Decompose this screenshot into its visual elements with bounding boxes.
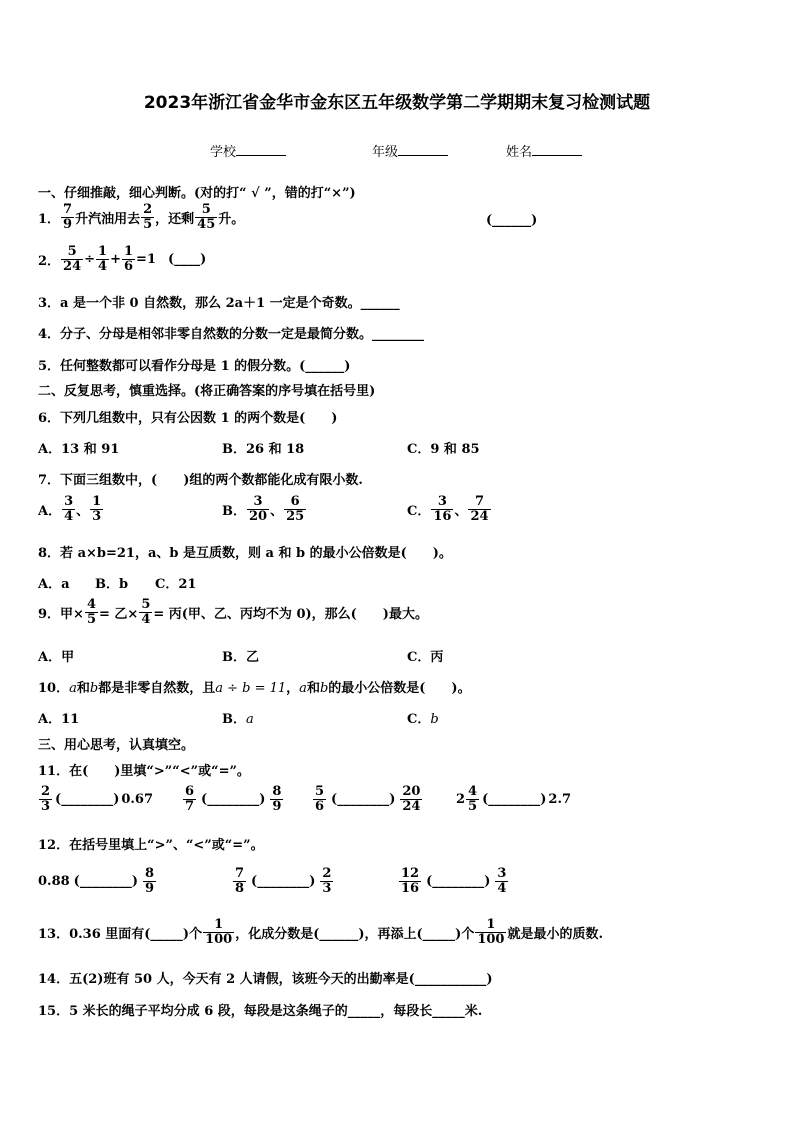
fill-in-line[interactable] (236, 143, 286, 156)
q2-op2: + (110, 252, 121, 268)
q10-text6: 的最小公倍数是( )。 (328, 681, 471, 696)
q7-a-label: A． (38, 504, 62, 520)
q10-var-a: a (69, 681, 77, 696)
denominator: 20 (249, 509, 268, 525)
fill-in-line[interactable] (532, 143, 582, 156)
numerator: 1 (124, 244, 134, 259)
q12-i3-frac (399, 867, 421, 897)
q11-item4 (456, 785, 571, 815)
q8-option-a[interactable]: A．a (38, 577, 70, 592)
q7-option-b[interactable] (222, 495, 307, 525)
q2-op1: ÷ (84, 252, 96, 268)
name-field[interactable] (506, 141, 582, 160)
denominator: 100 (477, 932, 505, 948)
question-13 (38, 918, 603, 948)
denominator: 9 (272, 799, 282, 815)
denominator: 3 (92, 509, 102, 525)
numerator: 8 (144, 866, 155, 881)
q7-c-frac2 (468, 495, 490, 525)
q11-i3-frac (313, 785, 326, 815)
question-6: 6．下列几组数中，只有公因数 1 的两个数是( ) (38, 411, 338, 426)
q10-b-var: a (246, 712, 254, 727)
numerator: 3 (497, 866, 507, 881)
denominator: 9 (63, 217, 73, 233)
q2-answer-blank[interactable]: (____) (168, 252, 207, 268)
numerator: 3 (64, 494, 74, 509)
q10-var-b2: b (319, 681, 329, 696)
denominator: 24 (63, 259, 82, 275)
q9-frac2 (139, 598, 152, 628)
q12-item3 (398, 867, 509, 897)
q9-option-a[interactable]: A．甲 (38, 650, 75, 665)
denominator: 3 (41, 799, 51, 815)
q1-frac3 (195, 203, 217, 233)
q7-c-frac1 (431, 495, 453, 525)
denominator: 5 (86, 612, 96, 628)
q13-frac1 (203, 918, 234, 948)
numerator: 2 (143, 202, 153, 217)
denominator: 24 (402, 799, 421, 815)
numerator: 5 (141, 597, 151, 612)
q7-b-frac1 (247, 495, 269, 525)
denominator: 6 (315, 799, 325, 815)
denominator: 100 (205, 932, 233, 948)
q9-text2: = 乙× (99, 607, 139, 623)
denominator: 24 (470, 509, 489, 525)
question-2 (38, 245, 206, 275)
question-9 (38, 598, 428, 628)
q6-option-c[interactable]: C．9 和 85 (407, 442, 480, 457)
q1-text1: 升汽油用去 (75, 212, 141, 228)
q10-option-c[interactable] (407, 708, 439, 727)
numerator: 5 (61, 245, 83, 260)
q10-var-b: b (89, 681, 99, 696)
grade-label: 年级 (372, 145, 399, 160)
denominator: 45 (197, 217, 216, 233)
q7-b-sep: 、 (270, 504, 284, 520)
q11-i2-blank[interactable]: (________) (201, 792, 266, 808)
q12-i2-frac (233, 867, 246, 897)
q9-option-b[interactable]: B．乙 (222, 650, 259, 665)
question-8: 8．若 a×b=21，a、b 是互质数，则 a 和 b 的最小公倍数是( )。 (38, 546, 452, 561)
section2-heading: 二、反复思考，慎重选择。(将正确答案的序号填在括号里) (38, 384, 376, 399)
q12-i1-left: 0.88 (38, 874, 70, 890)
q7-c-label: C． (407, 504, 431, 520)
q10-text1: 10． (38, 681, 70, 696)
q11-i4-right: 2.7 (548, 792, 572, 808)
q1-frac1 (61, 203, 74, 233)
denominator: 4 (98, 259, 108, 275)
q12-i3-blank[interactable]: (________) (426, 874, 491, 890)
q10-text5: 和 (306, 681, 320, 696)
q2-frac2 (96, 245, 109, 275)
denominator: 4 (64, 509, 74, 525)
numerator: 1 (203, 918, 234, 933)
q7-b-frac2 (284, 495, 306, 525)
q11-i1-blank[interactable]: (________) (55, 792, 120, 808)
q6-option-a[interactable]: A．13 和 91 (38, 442, 120, 457)
denominator: 9 (144, 881, 155, 897)
question-5: 5．任何整数都可以看作分母是 1 的假分数。(______) (38, 359, 351, 374)
numerator: 6 (284, 495, 306, 510)
q11-i2-right (270, 785, 283, 815)
q11-item1 (38, 785, 153, 815)
q13-text2: ，化成分数是(______)，再添上(_____)个 (235, 927, 475, 943)
q11-i3-right (400, 785, 422, 815)
q11-i3-blank[interactable]: (________) (331, 792, 396, 808)
q11-i1-right: 0.67 (121, 792, 154, 808)
q11-item3 (312, 785, 423, 815)
q2-number: 2． (38, 254, 61, 270)
numerator: 7 (468, 495, 490, 510)
numerator: 2 (41, 784, 51, 799)
page-title: 2023年浙江省金华市金东区五年级数学第二学期期末复习检测试题 (143, 93, 651, 113)
q12-i1-blank[interactable]: (________) (73, 874, 138, 890)
numerator: 4 (86, 597, 96, 612)
numerator: 1 (475, 918, 506, 933)
q7-c-sep: 、 (454, 504, 468, 520)
q11-item2 (182, 785, 284, 815)
q1-frac2 (141, 203, 154, 233)
q2-frac3 (122, 245, 135, 275)
numerator: 5 (315, 784, 325, 799)
q9-frac1 (85, 598, 98, 628)
school-label: 学校 (210, 145, 237, 160)
q1-answer-blank[interactable]: (______) (486, 213, 538, 228)
numerator: 3 (247, 495, 269, 510)
q9-option-c[interactable]: C．丙 (407, 650, 444, 665)
question-11: 11．在( )里填“>”“<”或“=”。 (38, 764, 250, 779)
q13-text1: 13．0.36 里面有(_____)个 (38, 927, 203, 943)
q10-text2: 和 (76, 681, 90, 696)
grade-field[interactable] (372, 141, 448, 160)
numerator: 7 (235, 866, 245, 881)
denominator: 5 (143, 217, 153, 233)
denominator: 6 (124, 259, 134, 275)
q6-option-b[interactable]: B．26 和 18 (222, 442, 305, 457)
q11-i1-frac (39, 785, 52, 815)
q12-i3-right (495, 867, 508, 897)
denominator: 3 (322, 881, 332, 897)
q1-number: 1． (38, 212, 61, 228)
q12-i2-right (320, 867, 333, 897)
numerator: 20 (402, 784, 421, 799)
numerator: 6 (185, 784, 195, 799)
denominator: 16 (401, 881, 420, 897)
numerator: 4 (468, 784, 478, 799)
q11-i4-frac (466, 785, 479, 815)
q10-option-a[interactable]: A．11 (38, 712, 80, 727)
q8-option-b[interactable]: B．b (95, 577, 129, 592)
q10-expression: a ÷ b = 11 (215, 681, 287, 696)
q12-item2 (232, 867, 334, 897)
q10-text4: ， (286, 681, 300, 696)
section1-heading: 一、仔细推敲，细心判断。(对的打“ √ ”，错的打“×”) (38, 186, 356, 201)
numerator: 12 (401, 866, 420, 881)
question-14: 14．五(2)班有 50 人，今天有 2 人请假，该班今天的出勤率是(___________) (38, 972, 493, 987)
q10-c-label: C． (407, 712, 431, 727)
question-4: 4．分子、分母是相邻非零自然数的分数一定是最简分数。________ (38, 327, 425, 342)
denominator: 25 (286, 509, 305, 525)
question-3: 3．a 是一个非 0 自然数，那么 2a＋1 一定是个奇数。______ (38, 296, 400, 311)
q9-text3: = 丙(甲、乙、丙均不为 0)，那么( )最大。 (153, 607, 428, 623)
question-7: 7．下面三组数中，( )组的两个数都能化成有限小数. (38, 473, 363, 488)
denominator: 16 (433, 509, 452, 525)
q2-eq: =1 (136, 252, 156, 268)
numerator: 2 (322, 866, 332, 881)
q10-var-a2: a (299, 681, 307, 696)
question-1 (38, 203, 244, 233)
denominator: 5 (468, 799, 478, 815)
q1-text2: ，还剩 (155, 212, 195, 228)
denominator: 8 (235, 881, 245, 897)
school-field[interactable] (210, 141, 286, 160)
q1-text3: 升。 (218, 212, 245, 228)
q10-text3: 都是非零自然数，且 (98, 681, 216, 696)
q11-i4-whole: 2 (456, 792, 466, 808)
denominator: 4 (141, 612, 151, 628)
question-15: 15．5 米长的绳子平均分成 6 段，每段是这条绳子的_____，每段长_____米. (38, 1004, 483, 1019)
q12-i2-blank[interactable]: (________) (251, 874, 316, 890)
q7-option-c[interactable] (407, 495, 492, 525)
denominator: 7 (185, 799, 195, 815)
q11-i4-blank[interactable]: (________) (482, 792, 547, 808)
numerator: 1 (98, 244, 108, 259)
q13-text3: 就是最小的质数. (507, 927, 604, 943)
q12-i1-right (143, 867, 156, 897)
q7-a-frac1 (62, 495, 75, 525)
section3-heading: 三、用心思考，认真填空。 (38, 738, 195, 753)
numerator: 1 (92, 494, 102, 509)
q7-b-label: B． (222, 504, 246, 520)
q12-item1 (38, 867, 157, 897)
q2-frac1 (61, 245, 83, 275)
q10-c-var: b (430, 712, 439, 727)
numerator: 5 (195, 203, 217, 218)
q7-a-sep: 、 (76, 504, 90, 520)
question-10 (38, 677, 471, 696)
numerator: 7 (63, 202, 73, 217)
denominator: 4 (497, 881, 507, 897)
q7-a-frac2 (90, 495, 103, 525)
q10-option-b[interactable] (222, 708, 254, 727)
q8-option-c[interactable]: C．21 (155, 577, 197, 592)
q10-b-label: B． (222, 712, 246, 727)
name-label: 姓名 (506, 145, 533, 160)
fill-in-line[interactable] (398, 143, 448, 156)
q13-frac2 (475, 918, 506, 948)
numerator: 8 (272, 784, 282, 799)
q9-text1: 9．甲× (38, 607, 84, 623)
question-12: 12．在括号里填上“>”、“<”或“=”。 (38, 838, 264, 853)
numerator: 3 (431, 495, 453, 510)
q11-i2-frac (183, 785, 196, 815)
q7-option-a[interactable] (38, 495, 104, 525)
